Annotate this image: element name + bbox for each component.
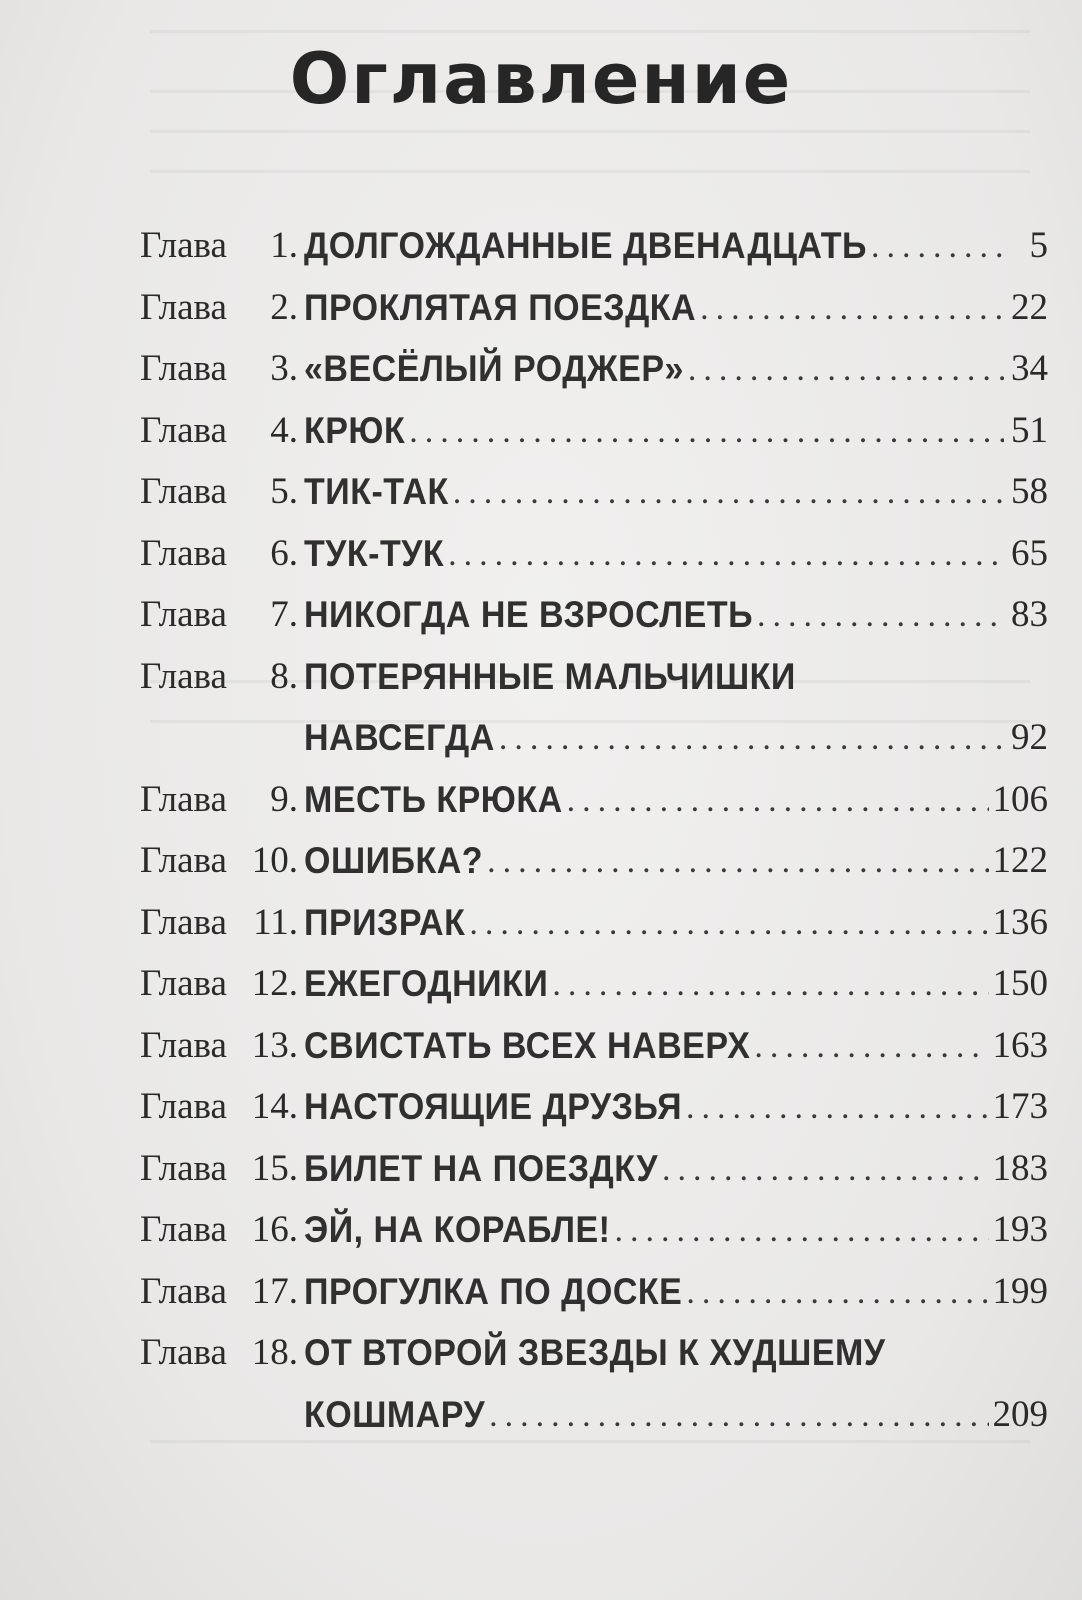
page-number: 136: [992, 901, 1048, 943]
chapter-label: Глава: [140, 471, 227, 512]
chapter-title: ПРОКЛЯТАЯ ПОЕЗДКА: [304, 286, 697, 328]
chapter-title: НИКОГДА НЕ ВЗРОСЛЕТЬ: [304, 594, 754, 636]
chapter-number: 13.: [251, 1024, 298, 1066]
chapter-label: Глава: [140, 594, 227, 635]
toc-entry: [140, 892, 1048, 954]
chapter-label: Глава: [140, 1332, 227, 1373]
chapter-label: Глава: [140, 840, 227, 881]
bleed-through-text: [150, 130, 1030, 133]
dot-leader: [499, 708, 1004, 770]
page-title: Оглавление: [289, 38, 793, 120]
page-number: 58: [1011, 471, 1048, 512]
chapter-label: Глава: [140, 1147, 227, 1189]
chapter-title-continuation: НАВСЕГДА: [304, 717, 495, 759]
chapter-label: Глава: [140, 286, 227, 328]
page-number: 51: [1011, 409, 1048, 451]
toc-entry: [140, 338, 1048, 400]
page-number: 92: [1011, 717, 1048, 758]
page-number: 22: [1011, 286, 1048, 328]
chapter-number: 2.: [270, 286, 298, 328]
chapter-number: 12.: [251, 963, 298, 1004]
dot-leader: [614, 1200, 988, 1262]
chapter-title: ОШИБКА?: [304, 840, 484, 882]
chapter-label: Глава: [140, 655, 227, 697]
chapter-number: 6.: [270, 532, 298, 574]
dot-leader: [409, 401, 1004, 463]
chapter-label: Глава: [140, 963, 227, 1004]
chapter-title: ЭЙ, НА КОРАБЛЕ!: [304, 1209, 611, 1251]
page-number: 173: [992, 1086, 1048, 1127]
bleed-through-text: [150, 30, 1030, 33]
toc-entry: [140, 1138, 1048, 1200]
toc-entry: [140, 1015, 1048, 1077]
page-number: 183: [992, 1147, 1048, 1189]
toc-entry: [140, 523, 1048, 585]
toc-entry: [140, 1199, 1048, 1261]
chapter-title: БИЛЕТ НА ПОЕЗДКУ: [304, 1147, 659, 1189]
dot-leader: [448, 524, 1004, 586]
toc-entry: [140, 215, 1048, 277]
dot-leader: [686, 1077, 988, 1139]
chapter-label: Глава: [140, 901, 227, 943]
page-number: 106: [992, 778, 1048, 820]
chapter-number: 8.: [270, 655, 298, 697]
chapter-title: КРЮК: [304, 409, 406, 451]
toc-entry: [140, 277, 1048, 339]
chapter-number: 15.: [251, 1147, 298, 1189]
dot-leader: [688, 339, 1004, 401]
chapter-title-continuation: КОШМАРУ: [304, 1393, 486, 1435]
chapter-label: Глава: [140, 1086, 227, 1127]
page-number: 199: [992, 1270, 1048, 1312]
chapter-number: 16.: [251, 1209, 298, 1250]
toc-entry: [140, 584, 1048, 646]
dot-leader: [686, 1262, 988, 1324]
chapter-title: ПОТЕРЯННЫЕ МАЛЬЧИШКИ: [304, 655, 796, 697]
chapter-label: Глава: [140, 532, 227, 574]
chapter-title: МЕСТЬ КРЮКА: [304, 778, 563, 820]
dot-leader: [662, 1139, 988, 1201]
page-number: 122: [992, 840, 1048, 881]
chapter-label: Глава: [140, 348, 227, 389]
dot-leader: [487, 831, 988, 893]
chapter-number: 7.: [270, 594, 298, 635]
chapter-label: Глава: [140, 1209, 227, 1250]
page-number: 65: [1011, 532, 1048, 574]
chapter-number: 5.: [270, 471, 298, 512]
page-number: 193: [992, 1209, 1048, 1250]
chapter-title: ПРОГУЛКА ПО ДОСКЕ: [304, 1270, 683, 1312]
toc-entry: [140, 953, 1048, 1015]
page-number: 209: [992, 1393, 1048, 1435]
dot-leader: [757, 585, 1004, 647]
dot-leader: [567, 770, 989, 832]
dot-leader: [754, 1016, 988, 1078]
chapter-title: «ВЕСЁЛЫЙ РОДЖЕР»: [304, 348, 684, 390]
page-number: 163: [992, 1024, 1048, 1066]
dot-leader: [489, 1385, 988, 1447]
toc-entry-continuation: [140, 1384, 1048, 1446]
chapter-label: Глава: [140, 1024, 227, 1066]
table-of-contents: [140, 215, 1048, 1445]
chapter-title: ТУК-ТУК: [304, 532, 445, 574]
chapter-number: 11.: [253, 901, 298, 943]
chapter-number: 17.: [251, 1270, 298, 1312]
chapter-number: 4.: [270, 409, 298, 451]
dot-leader: [453, 462, 1004, 524]
chapter-label: Глава: [140, 225, 227, 266]
chapter-number: 18.: [251, 1332, 298, 1373]
chapter-number: 3.: [270, 348, 298, 389]
chapter-title: ОТ ВТОРОЙ ЗВЕЗДЫ К ХУДШЕМУ: [304, 1332, 886, 1374]
chapter-label: Глава: [140, 1270, 227, 1312]
page-number: 150: [992, 963, 1048, 1004]
chapter-title: ЕЖЕГОДНИКИ: [304, 963, 549, 1005]
dot-leader: [469, 893, 988, 955]
dot-leader: [871, 216, 1004, 278]
chapter-number: 1.: [270, 225, 298, 266]
toc-entry: [140, 1261, 1048, 1323]
toc-entry: [140, 646, 1048, 708]
chapter-title: ПРИЗРАК: [304, 901, 466, 943]
page-number: 34: [1011, 348, 1048, 389]
chapter-title: ТИК-ТАК: [304, 471, 449, 513]
dot-leader: [700, 278, 1004, 340]
page-number: 5: [1029, 225, 1048, 266]
chapter-number: 10.: [251, 840, 298, 881]
chapter-title: НАСТОЯЩИЕ ДРУЗЬЯ: [304, 1086, 683, 1128]
toc-entry: [140, 400, 1048, 462]
chapter-label: Глава: [140, 409, 227, 451]
toc-entry: [140, 1076, 1048, 1138]
toc-entry: [140, 1322, 1048, 1384]
toc-entry: [140, 461, 1048, 523]
toc-entry: [140, 769, 1048, 831]
toc-entry: [140, 830, 1048, 892]
chapter-title: ДОЛГОЖДАННЫЕ ДВЕНАДЦАТЬ: [304, 225, 867, 267]
chapter-number: 9.: [270, 778, 298, 820]
bleed-through-text: [150, 170, 1030, 173]
dot-leader: [552, 954, 988, 1016]
chapter-number: 14.: [251, 1086, 298, 1127]
toc-entry-continuation: [140, 707, 1048, 769]
page-number: 83: [1011, 594, 1048, 635]
chapter-label: Глава: [140, 778, 227, 820]
chapter-title: СВИСТАТЬ ВСЕХ НАВЕРХ: [304, 1024, 751, 1066]
